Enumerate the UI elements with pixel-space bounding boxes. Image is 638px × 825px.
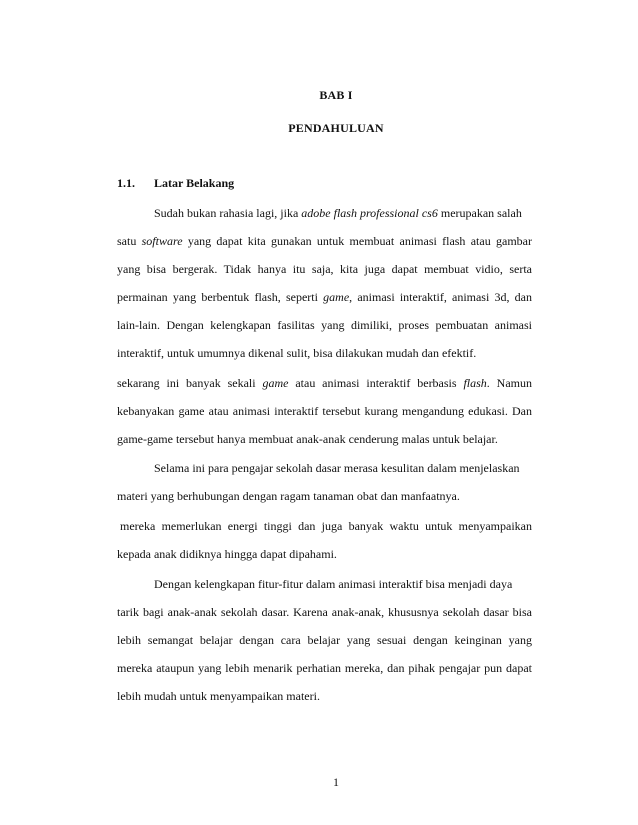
paragraph-line: kebanyakan game atau animasi interaktif tersebut kurang mengandung edukasi. Dan (117, 404, 532, 418)
section-number: 1.1. (117, 176, 135, 190)
section-title: Latar Belakang (154, 176, 235, 190)
paragraph-line: Dengan kelengkapan fitur-fitur dalam animasi interaktif bisa menjadi daya (154, 577, 513, 591)
paragraph-line: kepada anak didiknya hingga dapat dipahami. (117, 547, 337, 561)
page-number: 1 (333, 775, 339, 789)
section-heading (117, 176, 234, 191)
chapter-label: BAB I (319, 88, 353, 102)
paragraph-line: materi yang berhubungan dengan ragam tanaman obat dan manfaatnya. (117, 489, 460, 503)
paragraph-line: tarik bagi anak-anak sekolah dasar. Karena anak-anak, khususnya sekolah dasar bisa (117, 605, 532, 619)
paragraph-line: permainan yang berbentuk flash, seperti game, animasi interaktif, animasi 3d, dan (117, 290, 532, 304)
paragraph-line: satu software yang dapat kita gunakan untuk membuat animasi flash atau gambar (117, 234, 532, 248)
paragraph-line: sekarang ini banyak sekali game atau animasi interaktif berbasis flash. Namun (117, 376, 532, 390)
paragraph-line: lebih mudah untuk menyampaikan materi. (117, 689, 320, 703)
chapter-title: PENDAHULUAN (288, 121, 384, 135)
paragraph-line: Selama ini para pengajar sekolah dasar merasa kesulitan dalam menjelaskan (154, 461, 520, 475)
paragraph-line: game-game tersebut hanya membuat anak-anak cenderung malas untuk belajar. (117, 432, 498, 446)
paragraph-line: interaktif, untuk umumnya dikenal sulit, bisa dilakukan mudah dan efektif. (117, 346, 477, 360)
paragraph-line: yang bisa bergerak. Tidak hanya itu saja, kita juga dapat membuat vidio, serta (117, 262, 532, 276)
paragraph-line: lain-lain. Dengan kelengkapan fasilitas yang dimiliki, proses pembuatan animasi (117, 318, 532, 332)
paragraph-line: Sudah bukan rahasia lagi, jika adobe flash professional cs6 merupakan salah (154, 206, 522, 220)
paragraph-line: lebih semangat belajar dengan cara belajar yang sesuai dengan keinginan yang (117, 633, 532, 647)
paragraph-line: mereka ataupun yang lebih menarik perhatian mereka, dan pihak pengajar pun dapat (117, 661, 532, 675)
paragraph-line: mereka memerlukan energi tinggi dan juga banyak waktu untuk menyampaikan (120, 519, 532, 533)
